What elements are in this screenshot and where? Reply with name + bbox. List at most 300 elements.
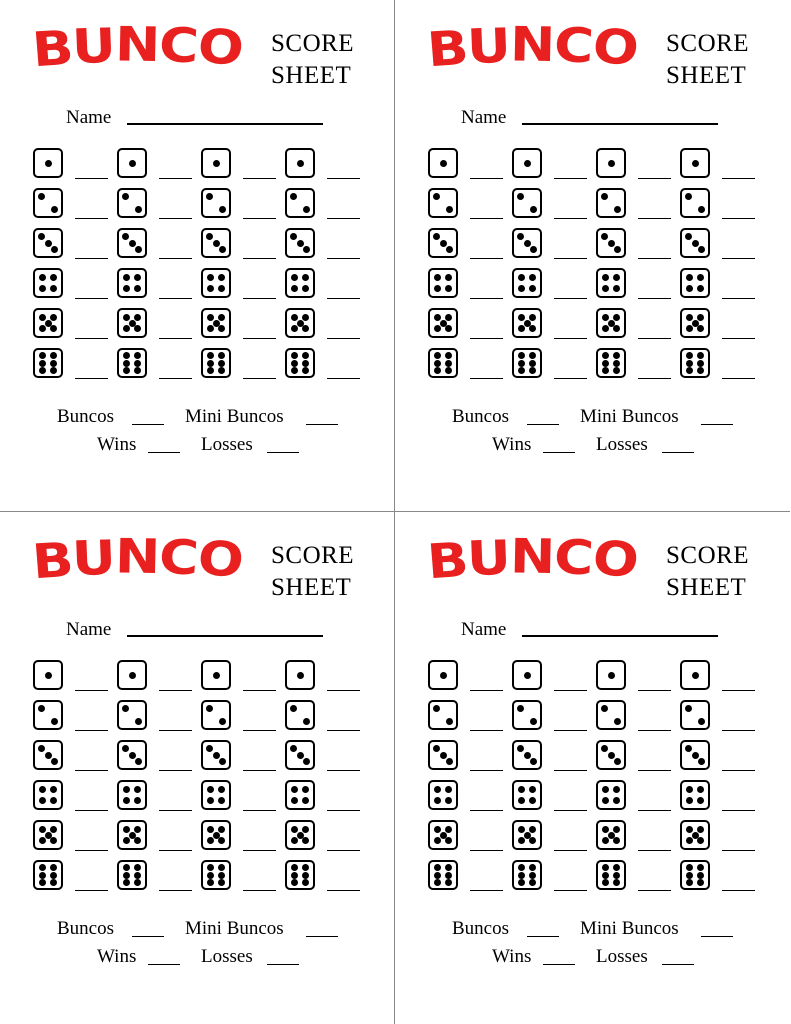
score-blank[interactable] <box>75 258 108 259</box>
wins-field[interactable] <box>148 452 180 453</box>
pip <box>122 193 129 200</box>
pip <box>602 786 609 793</box>
die-face-1 <box>33 148 63 178</box>
pip <box>39 872 46 879</box>
score-blank[interactable] <box>243 770 276 771</box>
pip <box>134 786 141 793</box>
score-blank[interactable] <box>470 850 503 851</box>
mini-buncos-field[interactable] <box>306 424 338 425</box>
pip <box>530 246 537 253</box>
pip <box>218 360 225 367</box>
pip <box>614 758 621 765</box>
pip <box>291 285 298 292</box>
losses-field[interactable] <box>662 452 694 453</box>
pip <box>39 314 46 321</box>
pip <box>297 160 304 167</box>
pip <box>302 837 309 844</box>
pip <box>697 274 704 281</box>
pip <box>698 758 705 765</box>
die-face-1 <box>285 148 315 178</box>
pip <box>518 367 525 374</box>
pip <box>206 705 213 712</box>
pip <box>613 879 620 886</box>
score-blank[interactable] <box>159 890 192 891</box>
losses-field[interactable] <box>267 964 299 965</box>
score-blank[interactable] <box>75 298 108 299</box>
bunco-logo-letter: N <box>114 528 160 585</box>
score-blank[interactable] <box>327 850 360 851</box>
pip <box>213 160 220 167</box>
pip <box>207 864 214 871</box>
pip <box>434 285 441 292</box>
pip <box>207 314 214 321</box>
bunco-logo-letter: C <box>157 16 200 74</box>
buncos-field[interactable] <box>132 936 164 937</box>
score-blank[interactable] <box>327 178 360 179</box>
score-blank[interactable] <box>470 178 503 179</box>
score-blank[interactable] <box>75 690 108 691</box>
die-face-2 <box>201 188 231 218</box>
score-blank[interactable] <box>470 730 503 731</box>
pip <box>529 786 536 793</box>
score-blank[interactable] <box>327 690 360 691</box>
die-face-3 <box>428 228 458 258</box>
die-face-1 <box>512 148 542 178</box>
pip <box>291 879 298 886</box>
die-face-2 <box>512 188 542 218</box>
pip <box>207 285 214 292</box>
pip <box>686 826 693 833</box>
pip <box>602 797 609 804</box>
pip <box>39 864 46 871</box>
score-blank[interactable] <box>159 178 192 179</box>
die-face-4 <box>117 268 147 298</box>
pip <box>602 837 609 844</box>
score-blank[interactable] <box>159 730 192 731</box>
pip <box>613 367 620 374</box>
score-blank[interactable] <box>243 258 276 259</box>
pip <box>698 718 705 725</box>
pip <box>123 314 130 321</box>
losses-field[interactable] <box>267 452 299 453</box>
score-blank[interactable] <box>722 850 755 851</box>
pip <box>50 786 57 793</box>
score-blank[interactable] <box>722 178 755 179</box>
bunco-logo <box>425 16 641 78</box>
name-field[interactable] <box>522 635 718 637</box>
score-blank[interactable] <box>554 378 587 379</box>
die-face-4 <box>680 780 710 810</box>
bunco-logo-letter: B <box>425 19 470 78</box>
score-blank[interactable] <box>638 690 671 691</box>
die-face-2 <box>33 700 63 730</box>
score-blank[interactable] <box>327 218 360 219</box>
bunco-logo-letter: O <box>195 17 246 77</box>
pip <box>123 360 130 367</box>
die-face-1 <box>201 148 231 178</box>
pip <box>518 872 525 879</box>
pip <box>686 872 693 879</box>
score-blank[interactable] <box>243 298 276 299</box>
pip <box>206 193 213 200</box>
pip <box>123 274 130 281</box>
score-blank[interactable] <box>75 850 108 851</box>
pip <box>291 786 298 793</box>
pip <box>45 672 52 679</box>
score-blank[interactable] <box>159 378 192 379</box>
score-blank[interactable] <box>159 218 192 219</box>
pip <box>524 672 531 679</box>
score-blank[interactable] <box>722 770 755 771</box>
losses-label: Losses <box>596 434 648 455</box>
score-blank[interactable] <box>638 378 671 379</box>
score-blank[interactable] <box>243 338 276 339</box>
pip <box>685 745 692 752</box>
score-blank[interactable] <box>554 890 587 891</box>
bunco-logo-letter: U <box>466 17 512 75</box>
die-face-1 <box>201 660 231 690</box>
score-blank[interactable] <box>243 810 276 811</box>
pip <box>613 872 620 879</box>
score-blank[interactable] <box>722 890 755 891</box>
pip <box>38 193 45 200</box>
pip <box>291 352 298 359</box>
pip <box>697 285 704 292</box>
wins-field[interactable] <box>148 964 180 965</box>
score-blank[interactable] <box>159 850 192 851</box>
score-blank[interactable] <box>554 690 587 691</box>
die-face-3 <box>33 228 63 258</box>
score-blank[interactable] <box>638 850 671 851</box>
pip <box>297 240 304 247</box>
score-blank[interactable] <box>638 730 671 731</box>
die-face-6 <box>201 860 231 890</box>
pip <box>434 864 441 871</box>
score-blank[interactable] <box>159 338 192 339</box>
score-blank[interactable] <box>638 810 671 811</box>
pip <box>123 797 130 804</box>
score-blank[interactable] <box>159 298 192 299</box>
pip <box>446 758 453 765</box>
score-blank[interactable] <box>243 730 276 731</box>
score-card <box>0 512 395 1024</box>
pip <box>207 274 214 281</box>
die-face-6 <box>428 860 458 890</box>
title-score: SCORE <box>666 542 750 569</box>
score-blank[interactable] <box>159 810 192 811</box>
die-face-1 <box>285 660 315 690</box>
pip <box>291 826 298 833</box>
pip <box>134 274 141 281</box>
score-blank[interactable] <box>722 810 755 811</box>
pip <box>613 352 620 359</box>
pip <box>518 285 525 292</box>
die-face-2 <box>285 700 315 730</box>
pip <box>207 352 214 359</box>
die-face-1 <box>117 148 147 178</box>
score-blank[interactable] <box>554 218 587 219</box>
die-face-4 <box>512 268 542 298</box>
score-blank[interactable] <box>75 770 108 771</box>
score-blank[interactable] <box>554 338 587 339</box>
pip <box>303 206 310 213</box>
score-blank[interactable] <box>75 730 108 731</box>
pip <box>445 352 452 359</box>
bunco-logo <box>30 528 246 590</box>
pip <box>302 352 309 359</box>
die-face-5 <box>596 820 626 850</box>
title-sheet: SHEET <box>271 62 352 89</box>
mini-buncos-field[interactable] <box>306 936 338 937</box>
score-blank[interactable] <box>243 378 276 379</box>
pip <box>446 718 453 725</box>
die-face-5 <box>117 308 147 338</box>
pip <box>219 206 226 213</box>
pip <box>302 797 309 804</box>
score-blank[interactable] <box>722 258 755 259</box>
pip <box>602 314 609 321</box>
score-blank[interactable] <box>159 770 192 771</box>
buncos-field[interactable] <box>527 936 559 937</box>
pip <box>434 872 441 879</box>
score-blank[interactable] <box>638 178 671 179</box>
die-face-5 <box>512 308 542 338</box>
pip <box>50 352 57 359</box>
pip <box>518 325 525 332</box>
pip <box>434 837 441 844</box>
pip <box>602 872 609 879</box>
pip <box>613 797 620 804</box>
pip <box>218 325 225 332</box>
score-blank[interactable] <box>327 770 360 771</box>
pip <box>518 352 525 359</box>
pip <box>613 360 620 367</box>
pip <box>445 360 452 367</box>
mini-buncos-field[interactable] <box>701 424 733 425</box>
name-field[interactable] <box>127 635 323 637</box>
bunco-logo-letter: B <box>30 531 75 590</box>
pip <box>524 240 531 247</box>
pip <box>302 786 309 793</box>
pip <box>602 367 609 374</box>
pip <box>518 837 525 844</box>
pip <box>297 672 304 679</box>
title-score: SCORE <box>271 30 355 57</box>
score-blank[interactable] <box>470 218 503 219</box>
pip <box>613 786 620 793</box>
pip <box>218 314 225 321</box>
score-blank[interactable] <box>470 298 503 299</box>
die-face-5 <box>201 308 231 338</box>
pip <box>303 758 310 765</box>
losses-field[interactable] <box>662 964 694 965</box>
buncos-field[interactable] <box>527 424 559 425</box>
pip <box>697 826 704 833</box>
score-blank[interactable] <box>638 298 671 299</box>
die-face-1 <box>33 660 63 690</box>
score-blank[interactable] <box>243 890 276 891</box>
score-blank[interactable] <box>470 810 503 811</box>
die-face-2 <box>117 700 147 730</box>
score-blank[interactable] <box>159 690 192 691</box>
score-blank[interactable] <box>638 770 671 771</box>
score-blank[interactable] <box>470 258 503 259</box>
score-blank[interactable] <box>638 218 671 219</box>
score-blank[interactable] <box>327 890 360 891</box>
score-blank[interactable] <box>554 810 587 811</box>
score-blank[interactable] <box>722 690 755 691</box>
score-blank[interactable] <box>327 258 360 259</box>
pip <box>218 826 225 833</box>
score-blank[interactable] <box>554 178 587 179</box>
pip <box>207 797 214 804</box>
die-face-4 <box>428 268 458 298</box>
pip <box>134 872 141 879</box>
die-face-4 <box>512 780 542 810</box>
pip <box>51 246 58 253</box>
score-blank[interactable] <box>243 178 276 179</box>
pip <box>51 758 58 765</box>
score-blank[interactable] <box>75 178 108 179</box>
die-face-2 <box>596 700 626 730</box>
pip <box>530 718 537 725</box>
pip <box>39 352 46 359</box>
pip <box>529 826 536 833</box>
score-blank[interactable] <box>243 690 276 691</box>
score-blank[interactable] <box>722 338 755 339</box>
buncos-label: Buncos <box>452 406 509 427</box>
score-blank[interactable] <box>554 298 587 299</box>
die-face-1 <box>680 148 710 178</box>
score-blank[interactable] <box>327 730 360 731</box>
pip <box>50 314 57 321</box>
buncos-field[interactable] <box>132 424 164 425</box>
buncos-label: Buncos <box>452 918 509 939</box>
pip <box>291 864 298 871</box>
score-blank[interactable] <box>722 378 755 379</box>
score-blank[interactable] <box>554 850 587 851</box>
score-blank[interactable] <box>75 810 108 811</box>
pip <box>129 752 136 759</box>
score-blank[interactable] <box>554 770 587 771</box>
pip <box>697 367 704 374</box>
score-blank[interactable] <box>243 218 276 219</box>
score-blank[interactable] <box>554 258 587 259</box>
title-sheet: SHEET <box>666 62 747 89</box>
pip <box>207 367 214 374</box>
die-face-5 <box>428 820 458 850</box>
wins-field[interactable] <box>543 452 575 453</box>
pip <box>50 274 57 281</box>
pip <box>692 672 699 679</box>
name-field[interactable] <box>522 123 718 125</box>
score-blank[interactable] <box>327 298 360 299</box>
die-face-4 <box>596 780 626 810</box>
score-blank[interactable] <box>470 770 503 771</box>
die-face-1 <box>596 660 626 690</box>
score-blank[interactable] <box>75 890 108 891</box>
die-face-6 <box>201 348 231 378</box>
mini-buncos-field[interactable] <box>701 936 733 937</box>
pip <box>518 786 525 793</box>
buncos-label: Buncos <box>57 918 114 939</box>
score-blank[interactable] <box>554 730 587 731</box>
pip <box>518 826 525 833</box>
score-blank[interactable] <box>75 338 108 339</box>
die-face-4 <box>117 780 147 810</box>
pip <box>602 826 609 833</box>
pip <box>291 872 298 879</box>
score-blank[interactable] <box>470 890 503 891</box>
pip <box>601 233 608 240</box>
pip <box>529 367 536 374</box>
pip <box>614 206 621 213</box>
pip <box>529 360 536 367</box>
pip <box>302 314 309 321</box>
score-blank[interactable] <box>327 810 360 811</box>
pip <box>440 672 447 679</box>
pip <box>434 325 441 332</box>
pip <box>218 879 225 886</box>
score-blank[interactable] <box>722 218 755 219</box>
name-label: Name <box>66 619 112 640</box>
score-blank[interactable] <box>470 690 503 691</box>
wins-label: Wins <box>97 946 137 967</box>
pip <box>38 233 45 240</box>
pip <box>613 826 620 833</box>
score-blank[interactable] <box>722 730 755 731</box>
pip <box>302 325 309 332</box>
pip <box>38 705 45 712</box>
pip <box>219 758 226 765</box>
score-blank[interactable] <box>470 378 503 379</box>
score-blank[interactable] <box>638 890 671 891</box>
wins-field[interactable] <box>543 964 575 965</box>
score-blank[interactable] <box>159 258 192 259</box>
die-face-3 <box>201 740 231 770</box>
score-blank[interactable] <box>243 850 276 851</box>
die-face-4 <box>428 780 458 810</box>
pip <box>434 360 441 367</box>
score-blank[interactable] <box>470 338 503 339</box>
buncos-label: Buncos <box>57 406 114 427</box>
pip <box>39 879 46 886</box>
pip <box>602 285 609 292</box>
pip <box>218 367 225 374</box>
pip <box>440 752 447 759</box>
score-blank[interactable] <box>327 378 360 379</box>
score-blank[interactable] <box>638 338 671 339</box>
score-blank[interactable] <box>638 258 671 259</box>
die-face-6 <box>33 860 63 890</box>
die-face-2 <box>117 188 147 218</box>
pip <box>433 705 440 712</box>
die-face-5 <box>680 820 710 850</box>
pip <box>518 879 525 886</box>
pip <box>445 837 452 844</box>
pip <box>303 246 310 253</box>
pip <box>134 864 141 871</box>
pip <box>433 193 440 200</box>
score-blank[interactable] <box>327 338 360 339</box>
pip <box>39 786 46 793</box>
score-blank[interactable] <box>722 298 755 299</box>
name-field[interactable] <box>127 123 323 125</box>
pip <box>302 879 309 886</box>
score-blank[interactable] <box>75 218 108 219</box>
pip <box>697 314 704 321</box>
score-blank[interactable] <box>75 378 108 379</box>
